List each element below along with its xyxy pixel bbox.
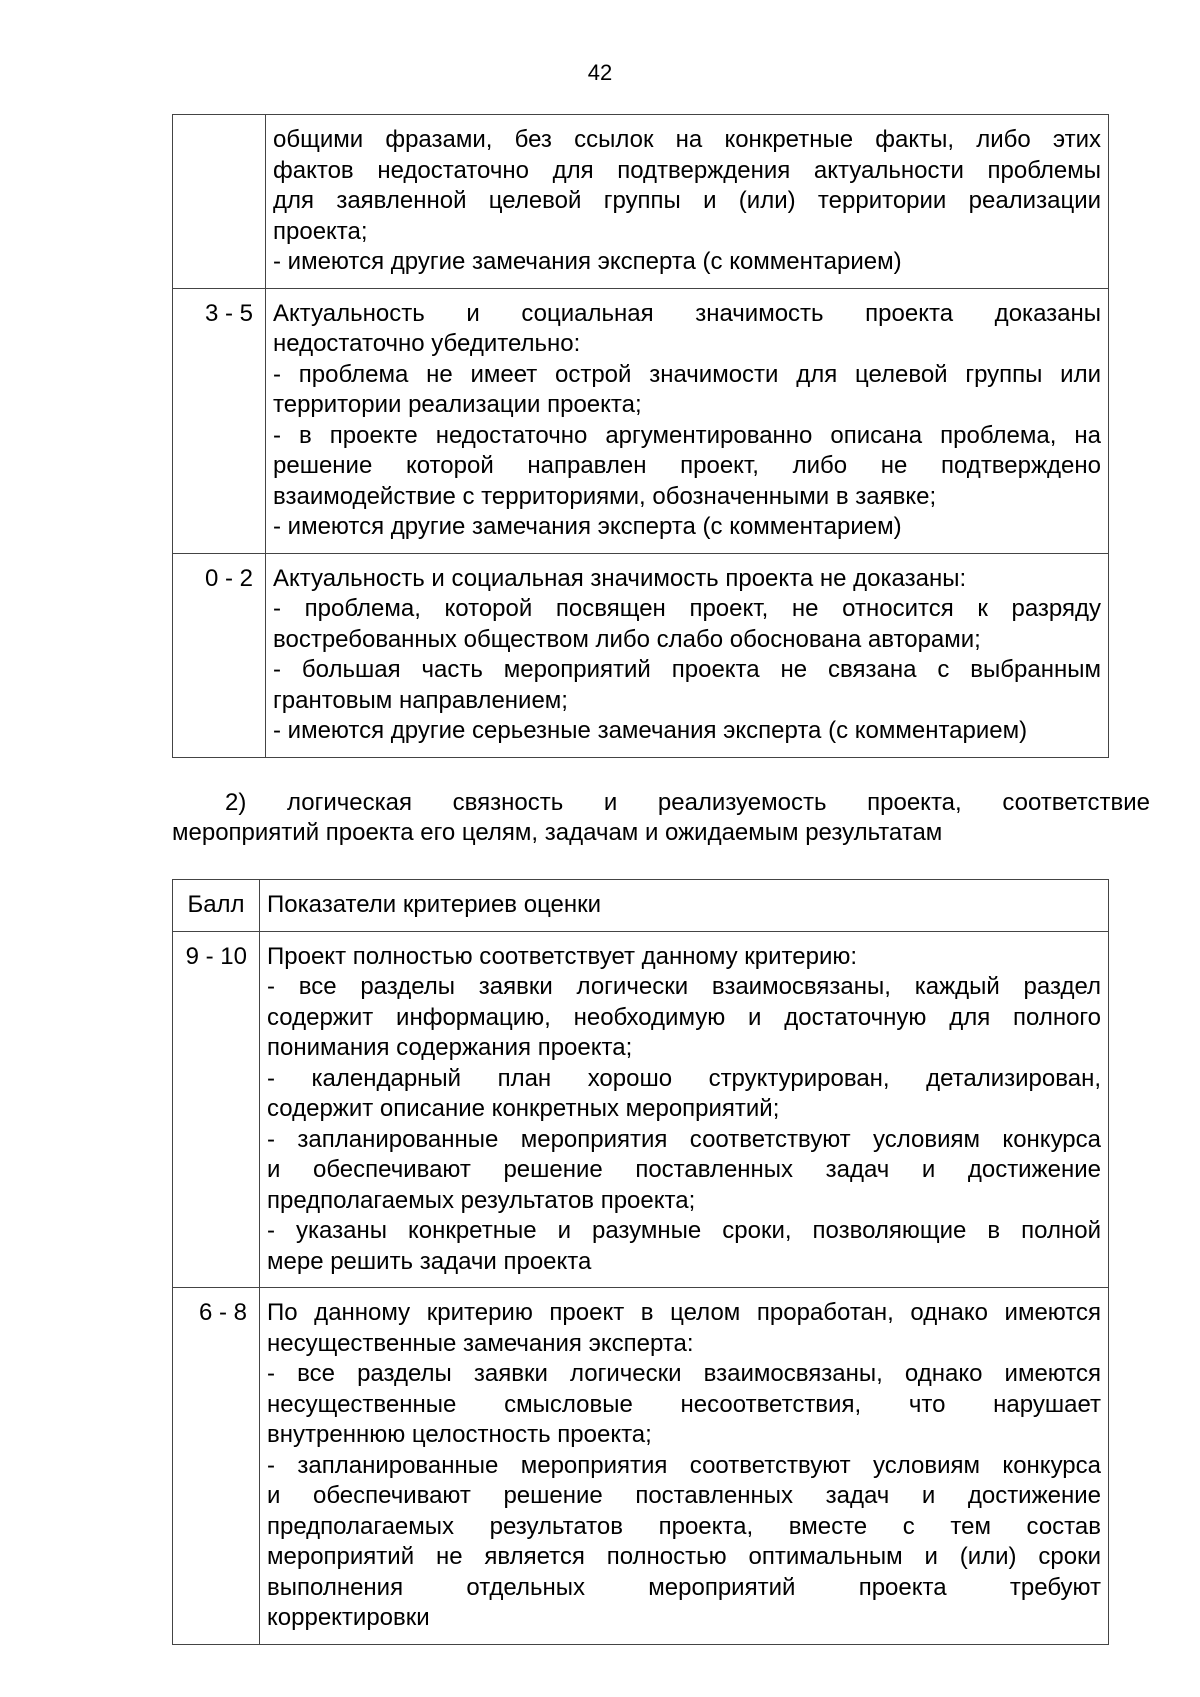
criteria-line: для заявленной целевой группы и (или) территории реализации: [273, 187, 1101, 214]
criteria-line: и обеспечивают решение поставленных задач и достижение: [267, 1482, 1101, 1509]
section-heading-line: мероприятий проекта его целям, задачам и ожидаемым результатам: [172, 819, 943, 846]
criteria-line: - все разделы заявки логически взаимосвязаны, однако имеются: [267, 1360, 1101, 1387]
criteria-line: предполагаемых результатов проекта;: [267, 1186, 696, 1214]
criteria-description-cell: [266, 115, 1109, 289]
criteria-line: проекта;: [273, 217, 368, 245]
criteria-line: - имеются другие замечания эксперта (с комментарием): [273, 248, 902, 275]
criteria-table-continued: [172, 114, 1109, 758]
criteria-line: - все разделы заявки логически взаимосвязаны, каждый раздел: [267, 973, 1101, 1000]
criteria-line: внутреннюю целостность проекта;: [267, 1421, 652, 1448]
criteria-description-cell: [260, 931, 1109, 1288]
criteria-description-cell: [260, 1288, 1109, 1645]
criteria-line: несущественные замечания эксперта:: [267, 1329, 694, 1357]
score-cell: 0 - 2: [173, 553, 266, 757]
criteria-line: - запланированные мероприятия соответствуют условиям конкурса: [267, 1451, 1101, 1479]
criteria-line: - указаны конкретные и разумные сроки, позволяющие в полной: [267, 1217, 1101, 1244]
criteria-line: выполнения отдельных мероприятий проекта требуют: [267, 1573, 1101, 1601]
criteria-line: понимания содержания проекта;: [267, 1034, 633, 1061]
criteria-line: корректировки: [267, 1604, 430, 1631]
criteria-description-cell: [266, 288, 1109, 553]
criteria-line: - запланированные мероприятия соответствуют условиям конкурса: [267, 1125, 1101, 1153]
criteria-line: востребованных обществом либо слабо обоснована авторами;: [273, 625, 981, 653]
criteria-line: фактов недостаточно для подтверждения актуальности проблемы: [273, 156, 1101, 184]
criteria-line: Актуальность и социальная значимость проекта доказаны: [273, 299, 1101, 327]
criteria-line: - большая часть мероприятий проекта не связана с выбранным: [273, 656, 1101, 683]
table-row: [173, 1288, 1109, 1645]
criteria-line: предполагаемых результатов проекта, вместе с тем состав: [267, 1512, 1101, 1540]
score-cell: 3 - 5: [173, 288, 266, 553]
criteria-line: общими фразами, без ссылок на конкретные факты, либо этих: [273, 126, 1101, 153]
criteria-description-cell: [266, 553, 1109, 757]
criteria-line: несущественные смысловые несоответствия, что нарушает: [267, 1390, 1101, 1418]
page-number: 42: [587, 60, 613, 85]
section-heading: [172, 788, 1150, 848]
criteria-line: территории реализации проекта;: [273, 391, 642, 418]
section-heading-line: 2) логическая связность и реализуемость проекта, соответствие: [225, 789, 1150, 816]
score-cell: 9 - 10: [173, 931, 260, 1288]
criteria-line: взаимодействие с территориями, обозначенными в заявке;: [273, 482, 937, 510]
table-header-row: [173, 880, 1109, 932]
criteria-line: мероприятий не является полностью оптимальным и (или) сроки: [267, 1543, 1101, 1570]
criteria-line: недостаточно убедительно:: [273, 330, 581, 357]
table-row: [173, 931, 1109, 1288]
criteria-line: и обеспечивают решение поставленных задач и достижение: [267, 1156, 1101, 1183]
criteria-line: - в проекте недостаточно аргументированно описана проблема, на: [273, 421, 1101, 449]
criteria-line: решение которой направлен проект, либо не подтверждено: [273, 452, 1101, 479]
table-row: [173, 115, 1109, 289]
criteria-line: содержит информацию, необходимую и достаточную для полного: [267, 1003, 1101, 1031]
criteria-line: содержит описание конкретных мероприятий;: [267, 1095, 780, 1122]
criteria-table-logic: [172, 879, 1109, 1645]
criteria-line: - проблема не имеет острой значимости для целевой группы или: [273, 360, 1101, 388]
table-row: [173, 553, 1109, 757]
criteria-line: - имеются другие серьезные замечания эксперта (с комментарием): [273, 717, 1028, 744]
criteria-line: мере решить задачи проекта: [267, 1247, 592, 1275]
header-criteria-cell: Показатели критериев оценки: [260, 880, 1109, 932]
score-cell: 6 - 8: [173, 1288, 260, 1645]
criteria-line: По данному критерию проект в целом проработан, однако имеются: [267, 1299, 1101, 1326]
criteria-line: - календарный план хорошо структурирован, детализирован,: [267, 1064, 1101, 1092]
header-score-cell: Балл: [173, 880, 260, 932]
table-row: [173, 288, 1109, 553]
criteria-line: Актуальность и социальная значимость проекта не доказаны:: [273, 564, 967, 592]
criteria-line: грантовым направлением;: [273, 686, 568, 714]
criteria-line: Проект полностью соответствует данному критерию:: [267, 942, 858, 970]
criteria-line: - имеются другие замечания эксперта (с комментарием): [273, 513, 902, 540]
criteria-line: - проблема, которой посвящен проект, не относится к разряду: [273, 595, 1101, 622]
score-cell: [173, 115, 266, 289]
